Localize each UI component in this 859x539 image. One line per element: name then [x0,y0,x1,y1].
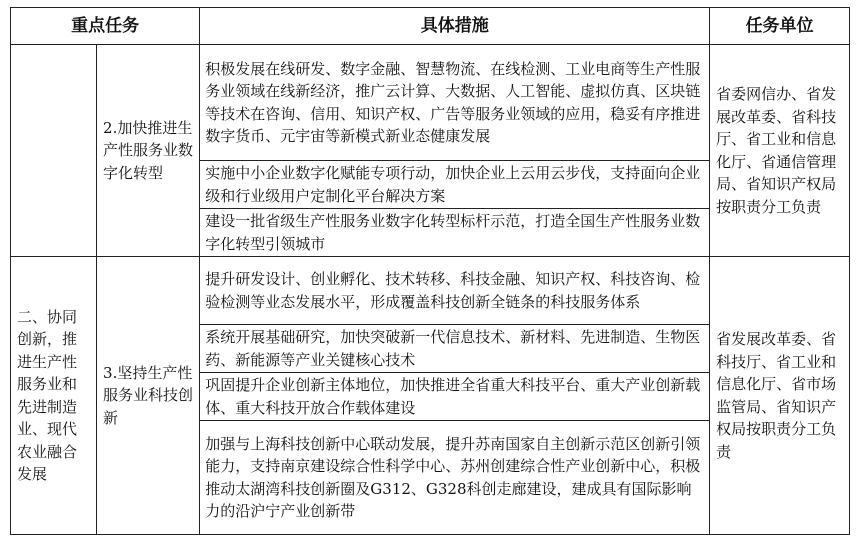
main-task: 二、协同创新，推进生产性服务业和先进制造业、现代农业融合发展 [11,257,97,535]
table-row [11,257,850,325]
subtask-3: 3.坚持生产性服务业科技创新 [97,257,200,535]
measure-2-2: 实施中小企业数字化赋能专项行动，加快企业上云用云步伐，支持面向企业级和行业级用户定制化平台解决方案 [200,161,710,209]
unit-3: 省发展改革委、省科技厅、省工业和信息化厅、省市场监管局、省知识产权局按职责分工负责 [710,257,850,535]
measure-3-4: 加强与上海科技创新中心联动发展，提升苏南国家自主创新示范区创新引领能力，支持南京建设综合性科学中心、苏州创建综合性产业创新中心，积极推动太湖湾科技创新圈及G312、G328科创走廊建设，建成具有国际影响力的沿沪宁产业创新带 [200,421,710,535]
measure-2-3: 建设一批省级生产性服务业数字化转型标杆示范，打造全国生产性服务业数字化转型引领城市 [200,209,710,257]
unit-2: 省委网信办、省发展改革委、省科技厅、省工业和信息化厅、省通信管理局、省知识产权局按职责分工负责 [710,45,850,257]
measure-2-1: 积极发展在线研发、数字金融、智慧物流、在线检测、工业电商等生产性服务业领域在线新经济，推广云计算、大数据、人工智能、虚拟仿真、区块链等技术在咨询、信用、知识产权、广告等服务业领域的应用，稳妥有序推进数字货币、元宇宙等新模式新业态健康发展 [200,45,710,161]
task-table [10,7,850,535]
subtask-2: 2.加快推进生产性服务业数字化转型 [97,45,200,257]
header-unit: 任务单位 [710,8,850,45]
header-measures: 具体措施 [200,8,710,45]
section-1-task-cell [11,45,97,257]
measure-3-1: 提升研发设计、创业孵化、技术转移、科技金融、知识产权、科技咨询、检验检测等业态发展水平，形成覆盖科技创新全链条的科技服务体系 [200,257,710,325]
measure-3-3: 巩固提升企业创新主体地位，加快推进全省重大科技平台、重大产业创新载体、重大科技开放合作载体建设 [200,373,710,421]
table-row [11,45,850,161]
measure-3-2: 系统开展基础研究，加快突破新一代信息技术、新材料、先进制造、生物医药、新能源等产业关键核心技术 [200,325,710,373]
header-key-task: 重点任务 [11,8,200,45]
header-row [11,8,850,45]
